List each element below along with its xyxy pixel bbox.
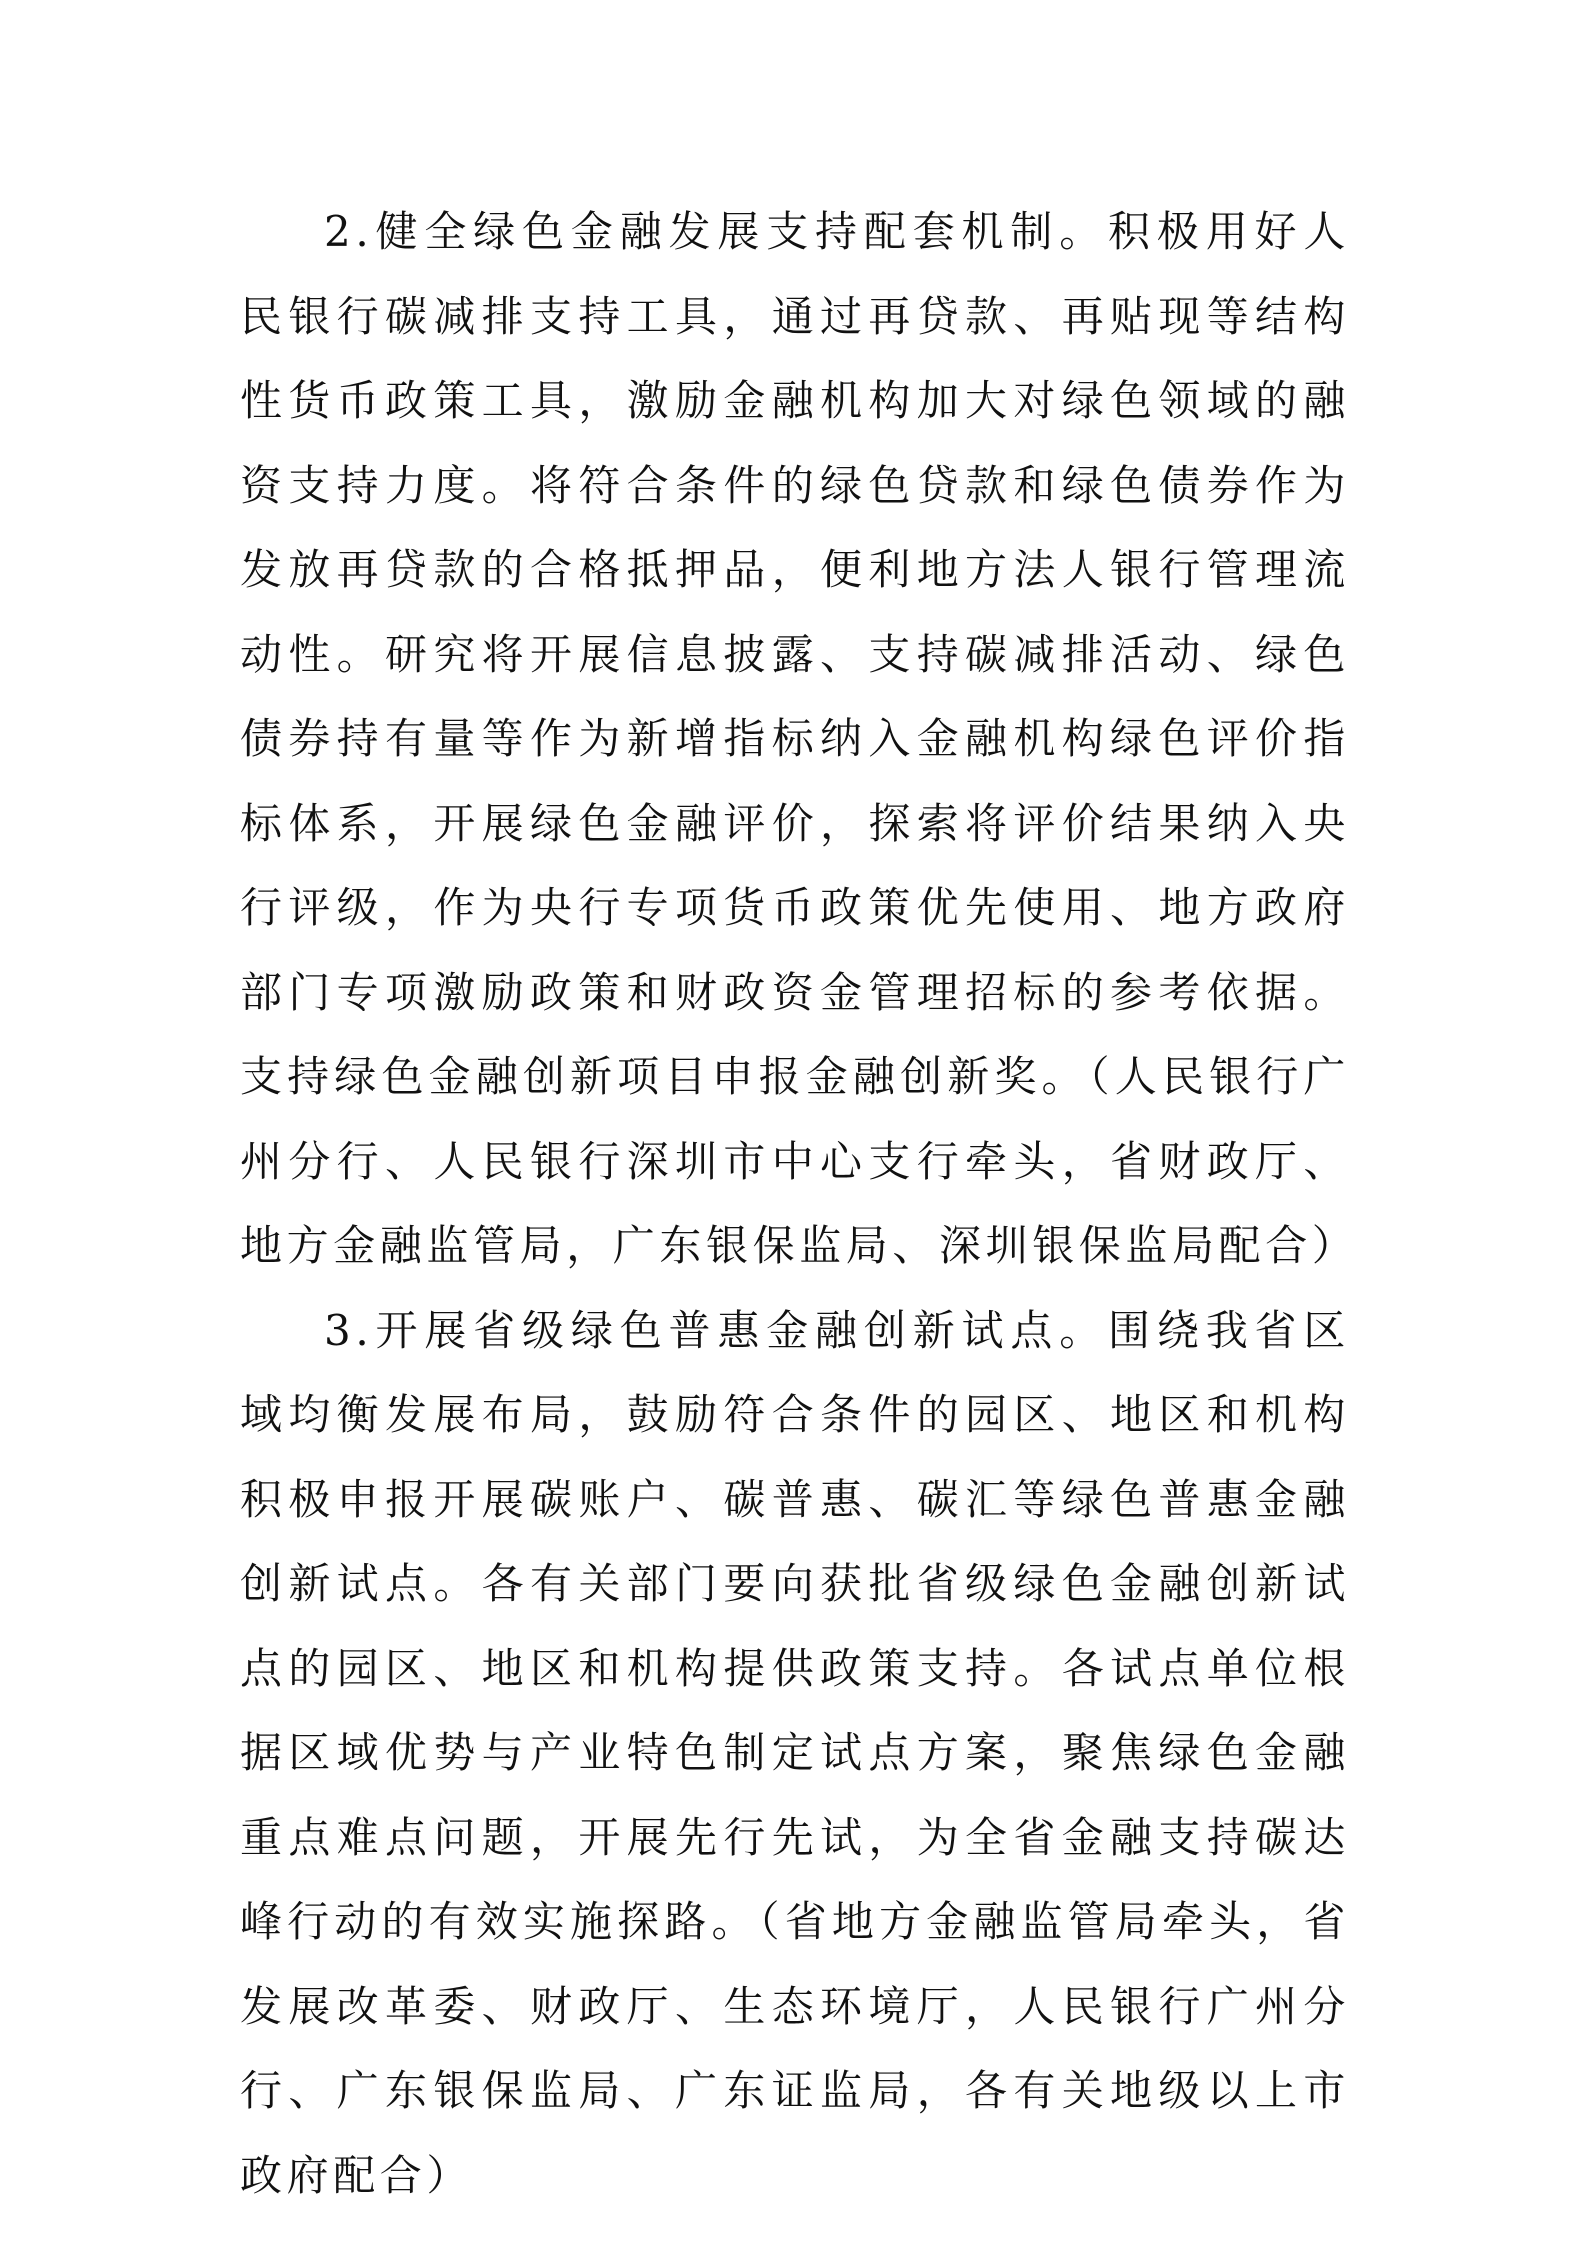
document-body [240, 190, 1359, 2218]
paragraph-item-2: 2.健全绿色金融发展支持配套机制。积极用好人民银行碳减排支持工具，通过再贷款、再贴现等结构性货币政策工具，激励金融机构加大对绿色领域的融资支持力度。将符合条件的绿色贷款和绿色债券作为发放再贷款的合格抵押品，便利地方法人银行管理流动性。研究将开展信息披露、支持碳减排活动、绿色债券持有量等作为新增指标纳入金融机构绿色评价指标体系，开展绿色金融评价，探索将评价结果纳入央行评级，作为央行专项货币政策优先使用、地方政府部门专项激励政策和财政资金管理招标的参考依据。支持绿色金融创新项目申报金融创新奖。（人民银行广州分行、人民银行深圳市中心支行牵头，省财政厅、地方金融监管局，广东银保监局、深圳银保监局配合） [240, 207, 1359, 1270]
paragraph-item-3: 3.开展省级绿色普惠金融创新试点。围绕我省区域均衡发展布局，鼓励符合条件的园区、地区和机构积极申报开展碳账户、碳普惠、碳汇等绿色普惠金融创新试点。各有关部门要向获批省级绿色金融创新试点的园区、地区和机构提供政策支持。各试点单位根据区域优势与产业特色制定试点方案，聚焦绿色金融重点难点问题，开展先行先试，为全省金融支持碳达峰行动的有效实施探路。（省地方金融监管局牵头，省发展改革委、财政厅、生态环境厅，人民银行广州分行、广东银保监局、广东证监局，各有关地级以上市政府配合） [240, 1305, 1350, 2200]
